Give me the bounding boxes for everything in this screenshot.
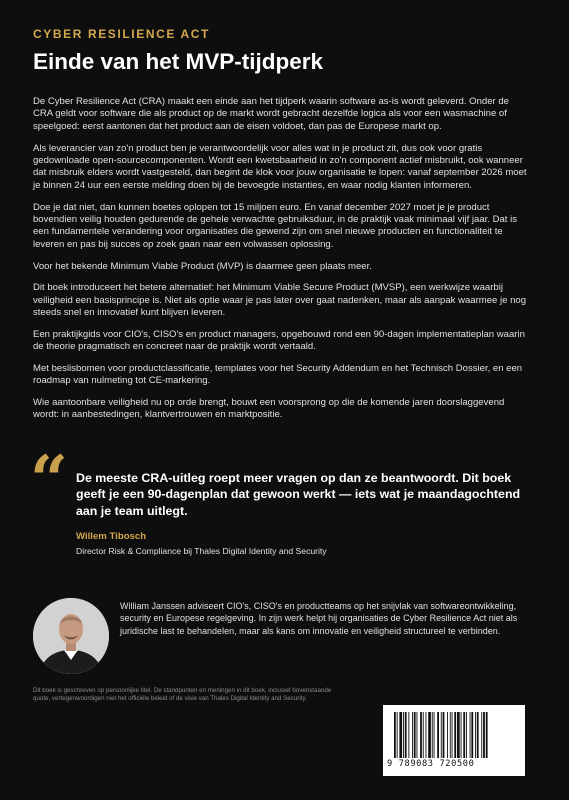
isbn-number: 9 789083 720500 <box>387 759 475 769</box>
blurb-paragraph: Met beslisbomen voor productclassificatie, templates voor het Security Addendum en het Technisch Dossier, en een roadmap van nulmeting tot CE-markering. <box>33 362 523 387</box>
author-portrait-icon <box>33 598 109 674</box>
barcode-bar <box>405 712 407 758</box>
barcode-bar <box>441 712 442 758</box>
barcode-bar <box>466 712 467 758</box>
barcode-bar <box>423 712 424 758</box>
barcode-bar <box>394 712 396 758</box>
barcode-bar <box>477 712 479 758</box>
barcode-bar <box>420 712 422 758</box>
series-kicker: CYBER RESILIENCE ACT <box>33 27 210 41</box>
endorsement-quote: De meeste CRA-uitleg roept meer vragen op dan ze beantwoordt. Dit boek geeft je een 90-dagenplan dat gewoon werkt — iets wat je maandagochtend aan je team uitlegt. <box>76 471 521 518</box>
barcode-bar <box>470 712 471 758</box>
barcode-icon <box>394 712 514 758</box>
author-photo <box>33 598 109 674</box>
barcode-bar <box>434 712 435 758</box>
blurb-paragraph: Wie aantoonbare veiligheid nu op orde brengt, bouwt een voorsprong op die de komende jaren doorslaggevend wordt: in aanbestedingen, klantvertrouwen en marktpositie. <box>33 396 505 421</box>
barcode-bar <box>443 712 445 758</box>
barcode-bar <box>408 712 409 758</box>
barcode-bar <box>450 712 451 758</box>
barcode-bar <box>403 712 404 758</box>
barcode-bar <box>463 712 465 758</box>
barcode-bar <box>399 712 402 758</box>
blurb-paragraph: Als leverancier van zo'n product ben je verantwoordelijk voor alles wat in je product zit, dus ook voor gratis gedownloade open-sourcecomponenten. Wordt een kwetsbaarheid in zo'n component actief misbruikt, ook wanneer dat misbruik elders wordt vastgesteld, dan begint de klok voor jouw organisatie te lopen: vanaf september 2026 moet je binnen 24 uur een eerste melding doen bij de bevoegde instanties, en waar nodig klanten informeren. <box>33 142 527 191</box>
book-title: Einde van het MVP-tijdperk <box>33 49 324 74</box>
isbn-barcode <box>383 705 525 776</box>
barcode-bar <box>437 712 439 758</box>
blurb-paragraph: De Cyber Resilience Act (CRA) maakt een einde aan het tijdperk waarin software as-is wordt geleverd. Onder de CRA geldt voor software die als product op de markt wordt gebracht dezelfde logica als voor een wasmachine of speelgoed: eerst aantonen dat het product aan de eisen voldoet, dan pas de Europese markt op. <box>33 96 509 132</box>
barcode-bar <box>452 712 453 758</box>
blurb-paragraph: Voor het bekende Minimum Viable Product (MVP) is daarmee geen plaats meer. <box>33 260 372 272</box>
barcode-bar <box>461 712 462 758</box>
barcode-bar <box>454 712 456 758</box>
disclaimer: Dit boek is geschreven op persoonlijke titel. De standpunten en meningen in dit boek, inclusief bovenstaande quote, vertegenwoordigen niet het officiële beleid of de visie van Thales Digital Identity and Security. <box>33 687 332 703</box>
barcode-bar <box>414 712 416 758</box>
barcode-bar <box>481 712 482 758</box>
blurb-paragraph: Een praktijkgids voor CIO's, CISO's en product managers, opgebouwd rond een 90-dagen implementatieplan waarin de theorie pragmatisch en concreet naar de praktijk wordt vertaald. <box>33 328 525 353</box>
barcode-bar <box>397 712 398 758</box>
barcode-bar <box>428 712 431 758</box>
barcode-bar <box>432 712 433 758</box>
barcode-bar <box>412 712 413 758</box>
blurb-paragraph: Doe je dat niet, dan kunnen boetes oplopen tot 15 miljoen euro. En vanaf december 2027 moet je je product bovendien veilig houden gedurende de gehele verwachte gebruiksduur, in de praktijk vaak minimaal vijf jaar. Dat is een fundamentele verandering voor organisaties die gewend zijn om snel nieuwe producten en functionaliteit te leveren en pas bij succes op zoek gaan naar een volwassen oplossing. <box>33 201 518 250</box>
barcode-bar <box>417 712 418 758</box>
quote-mark-icon: “ <box>30 441 68 519</box>
barcode-bar <box>426 712 427 758</box>
barcode-bar <box>475 712 476 758</box>
barcode-bar <box>486 712 488 758</box>
quote-author-role: Director Risk & Compliance bij Thales Digital Identity and Security <box>76 546 327 556</box>
blurb-paragraph: Dit boek introduceert het betere alternatief: het Minimum Viable Secure Product (MVSP), een werkwijze waarbij veiligheid een basisprincipe is. Niet als optie waar je pas later over gaat nadenken, maar als aanpak waarmee je nog steeds snel en innovatief kunt blijven leveren. <box>33 282 527 319</box>
barcode-bar <box>447 712 448 758</box>
blurb-body <box>33 96 529 431</box>
author-bio: William Janssen adviseert CIO's, CISO's en productteams op het snijvlak van softwareontwikkeling, security en Europese regelgeving. In zijn werk helpt hij organisaties de Cyber Resilience Act niet als juridische last te behandelen, maar als kans om innovatie en veiligheid structureel te verbinden. <box>120 601 518 636</box>
barcode-bar <box>457 712 460 758</box>
barcode-bar <box>483 712 485 758</box>
barcode-bar <box>471 712 473 758</box>
quote-author: Willem Tibosch <box>76 531 147 542</box>
